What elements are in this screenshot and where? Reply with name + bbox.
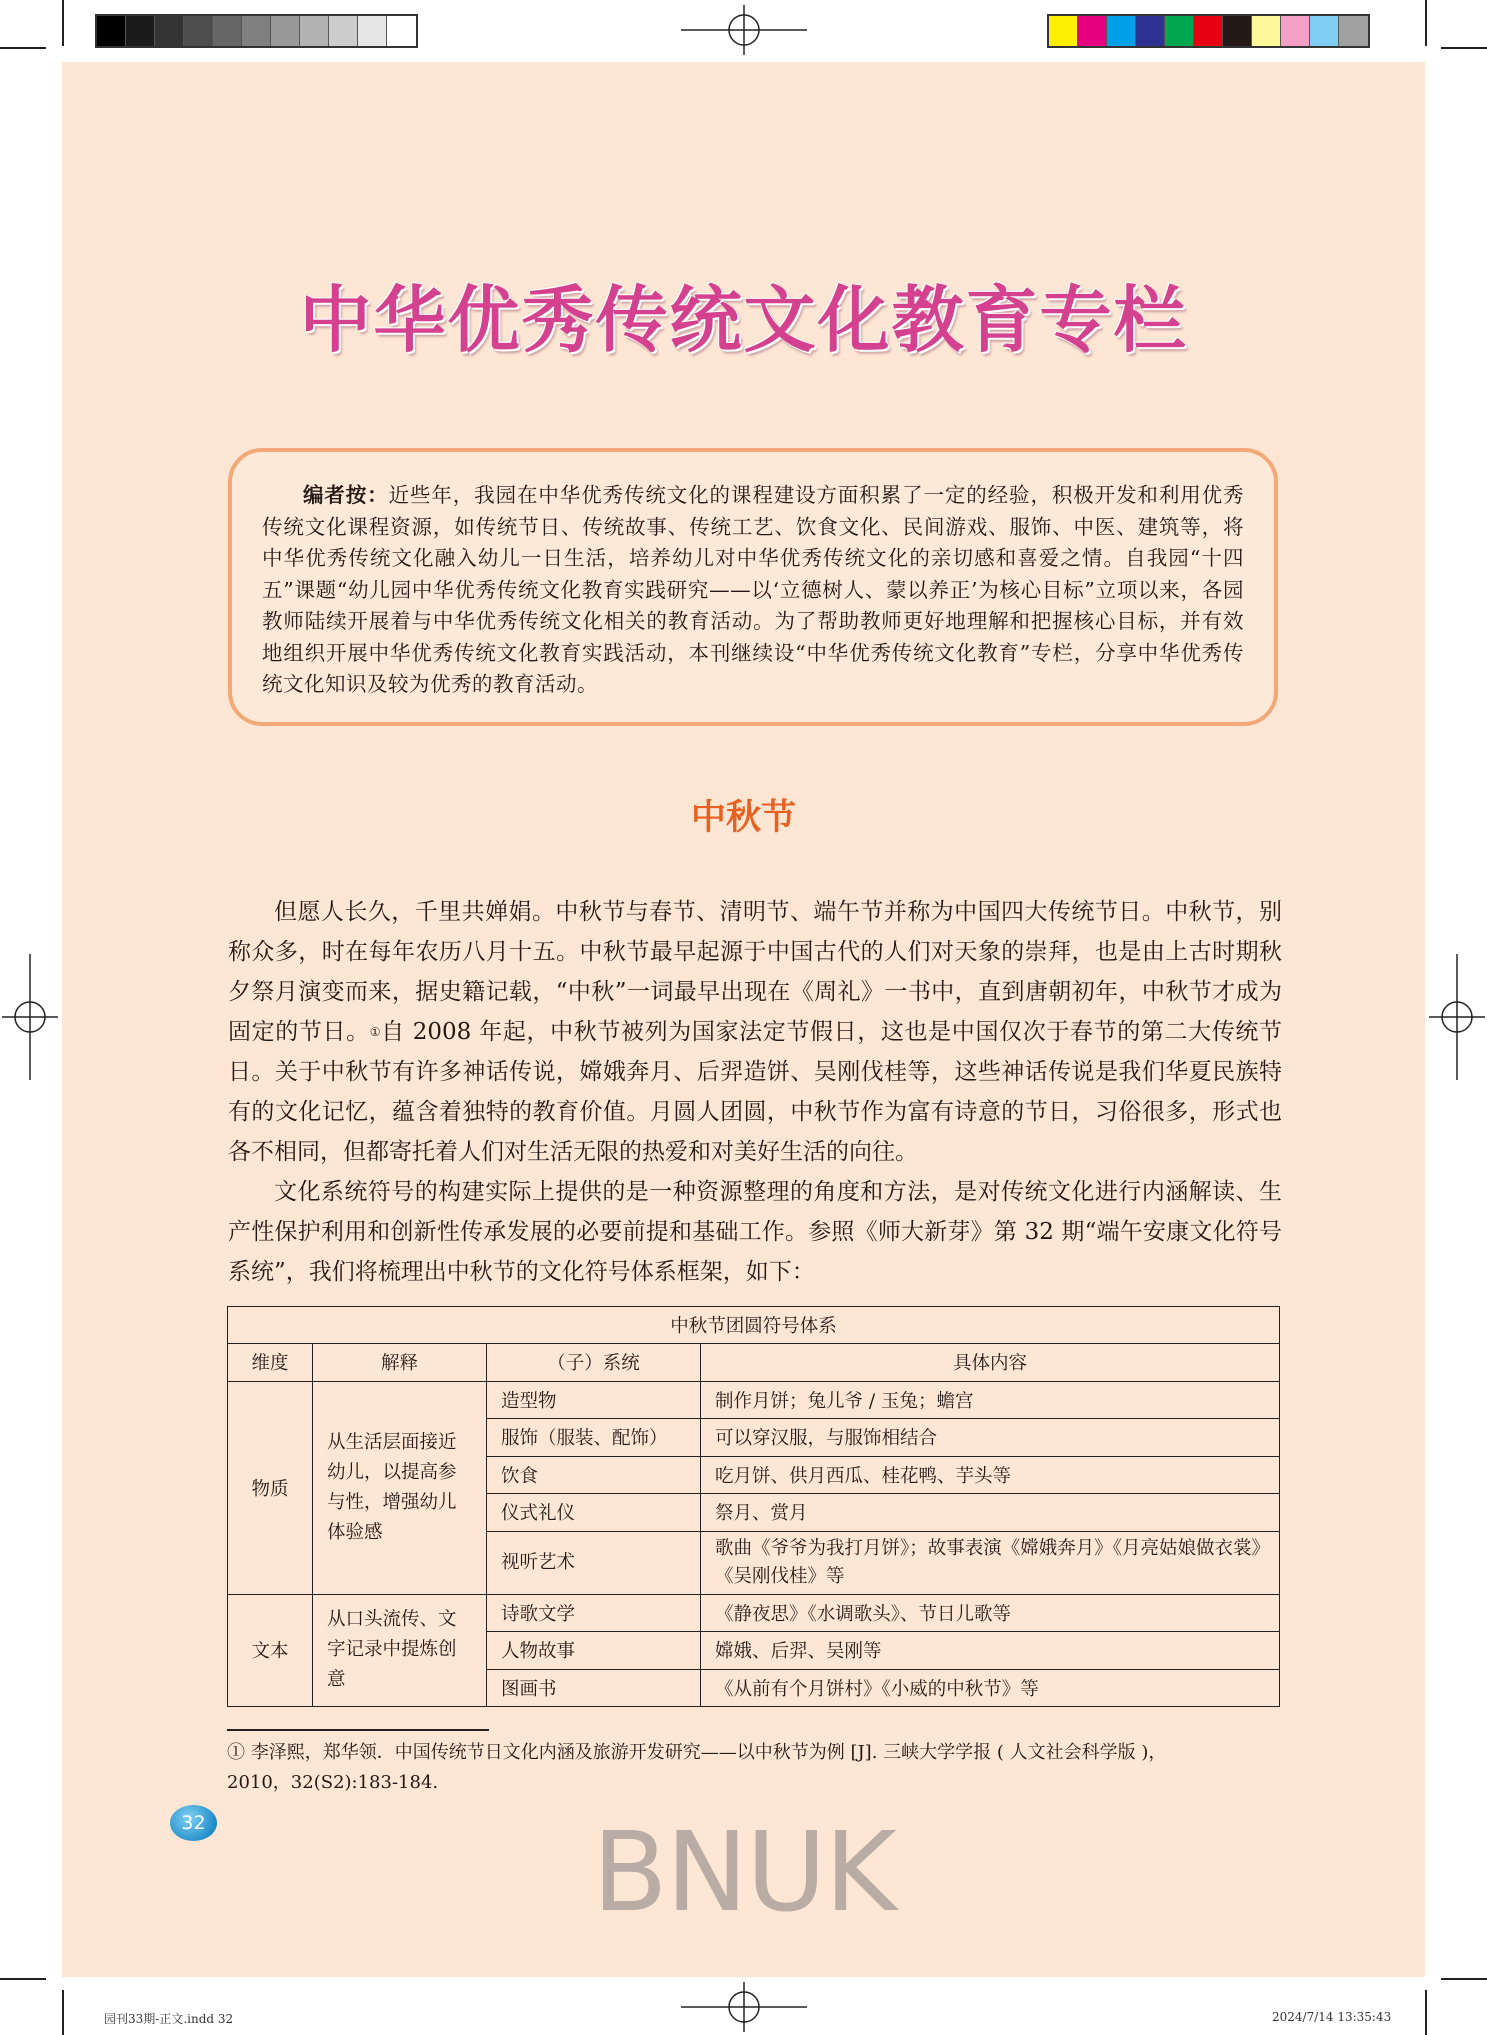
- grayscale-color-bar: [95, 14, 418, 48]
- crop-mark: [62, 0, 64, 46]
- editor-note: [262, 480, 1244, 701]
- editor-note-lead: 编者按：: [303, 483, 389, 507]
- content-cell: 《从前有个月饼村》《小威的中秋节》等: [701, 1669, 1280, 1707]
- color-swatch: [387, 16, 416, 46]
- content-cell: 吃月饼、供月西瓜、桂花鸭、芋头等: [701, 1456, 1280, 1494]
- crop-mark: [0, 47, 46, 49]
- column-header: （子）系统: [487, 1344, 701, 1382]
- footnote-line-2: 2010，32(S2):183-184.: [227, 1772, 439, 1793]
- column-header: 维度: [228, 1344, 313, 1382]
- crop-mark: [1425, 1990, 1427, 2035]
- color-swatch: [1107, 16, 1136, 46]
- system-cell: 图画书: [487, 1669, 701, 1707]
- table-caption: 中秋节团圆符号体系: [228, 1307, 1280, 1344]
- crop-mark: [62, 1990, 64, 2035]
- footnote-divider: [227, 1729, 489, 1731]
- color-swatch: [1165, 16, 1194, 46]
- color-swatch: [97, 16, 126, 46]
- color-swatch: [242, 16, 271, 46]
- page-number-badge: 32: [170, 1805, 217, 1841]
- process-color-bar: [1047, 14, 1370, 48]
- color-swatch: [184, 16, 213, 46]
- section-title: 中秋节: [690, 798, 796, 838]
- color-swatch: [1281, 16, 1310, 46]
- content-cell: 《静夜思》《水调歌头》、节日儿歌等: [701, 1594, 1280, 1632]
- color-swatch: [1078, 16, 1107, 46]
- column-title: 中华优秀传统文化教育专栏: [299, 278, 1188, 362]
- dimension-cell: 物质: [228, 1381, 313, 1594]
- content-cell: 可以穿汉服，与服饰相结合: [701, 1419, 1280, 1457]
- color-swatch: [358, 16, 387, 46]
- paragraph-1: [228, 892, 1282, 1172]
- color-swatch: [155, 16, 184, 46]
- registration-mark-bottom: [681, 1982, 807, 2032]
- content-cell: 制作月饼；兔儿爷 / 玉兔；蟾宫: [701, 1381, 1280, 1419]
- system-cell: 饮食: [487, 1456, 701, 1494]
- color-swatch: [1194, 16, 1223, 46]
- footnote: [227, 1738, 1281, 1798]
- system-cell: 造型物: [487, 1381, 701, 1419]
- footnote-marker: ①: [369, 1025, 382, 1039]
- color-swatch: [1223, 16, 1252, 46]
- color-swatch: [300, 16, 329, 46]
- content-cell: 祭月、赏月: [701, 1494, 1280, 1532]
- crop-mark: [1441, 1978, 1487, 1980]
- footnote-line-1: ① 李泽熙，郑华领．中国传统节日文化内涵及旅游开发研究——以中秋节为例 [J]. 三峡大学学报 ( 人文社会科学版 )，: [227, 1742, 1167, 1763]
- registration-mark-right: [1429, 954, 1485, 1080]
- system-cell: 仪式礼仪: [487, 1494, 701, 1532]
- table-header-row: [228, 1344, 1280, 1382]
- slug-timestamp: 2024/7/14 13:35:43: [1272, 2010, 1392, 2024]
- paragraph-1-part-b: 自 2008 年起，中秋节被列为国家法定节假日，这也是中国仅次于春节的第二大传统节日。关于中秋节有许多神话传说，嫦娥奔月、后羿造饼、吴刚伐桂等，这些神话传说是我们华夏民族特有的文化记忆，蕴含着独特的教育价值。月圆人团圆，中秋节作为富有诗意的节日，习俗很多，形式也各不相同，但都寄托着人们对生活无限的热爱和对美好生活的向往。: [228, 1019, 1282, 1165]
- watermark: BNUK: [592, 1808, 895, 1936]
- color-swatch: [1310, 16, 1339, 46]
- system-cell: 视听艺术: [487, 1531, 701, 1594]
- color-swatch: [126, 16, 155, 46]
- color-swatch: [1339, 16, 1368, 46]
- table-row: [228, 1594, 1280, 1632]
- crop-mark: [1441, 47, 1487, 49]
- article-body: [228, 892, 1282, 1292]
- column-header: 解释: [313, 1344, 487, 1382]
- slug-filename: 园刊33期-正文.indd 32: [104, 2012, 234, 2026]
- editor-note-text: 近些年，我园在中华优秀传统文化的课程建设方面积累了一定的经验，积极开发和利用优秀传统文化课程资源，如传统节日、传统故事、传统工艺、饮食文化、民间游戏、服饰、中医、建筑等，将中华优秀传统文化融入幼儿一日生活，培养幼儿对中华优秀传统文化的亲切感和喜爱之情。自我园“十四五”课题“幼儿园中华优秀传统文化教育实践研究——以‘立德树人、蒙以养正’为核心目标”立项以来，各园教师陆续开展着与中华优秀传统文化相关的教育活动。为了帮助教师更好地理解和把握核心目标，并有效地组织开展中华优秀传统文化教育实践活动，本刊继续设“中华优秀传统文化教育”专栏，分享中华优秀传统文化知识及较为优秀的教育活动。: [262, 483, 1245, 696]
- registration-mark-left: [2, 954, 58, 1080]
- content-cell: 嫦娥、后羿、吴刚等: [701, 1632, 1280, 1670]
- system-cell: 服饰（服装、配饰）: [487, 1419, 701, 1457]
- symbol-system-table: [227, 1306, 1280, 1707]
- editor-note-box: [228, 448, 1278, 726]
- explanation-cell: 从口头流传、文字记录中提炼创意: [313, 1594, 487, 1707]
- table-row: [228, 1381, 1280, 1419]
- system-cell: 诗歌文学: [487, 1594, 701, 1632]
- crop-mark: [0, 1978, 46, 1980]
- system-cell: 人物故事: [487, 1632, 701, 1670]
- dimension-cell: 文本: [228, 1594, 313, 1707]
- paragraph-1-part-a: 但愿人长久，千里共婵娟。中秋节与春节、清明节、端午节并称为中国四大传统节日。中秋节，别称众多，时在每年农历八月十五。中秋节最早起源于中国古代的人们对天象的崇拜，也是由上古时期秋夕祭月演变而来，据史籍记载，“中秋”一词最早出现在《周礼》一书中，直到唐朝初年，中秋节才成为固定的节日。: [228, 899, 1282, 1045]
- crop-mark: [1425, 0, 1427, 46]
- color-swatch: [1049, 16, 1078, 46]
- explanation-cell: 从生活层面接近幼儿，以提高参与性，增强幼儿体验感: [313, 1381, 487, 1594]
- color-swatch: [329, 16, 358, 46]
- paragraph-2: 文化系统符号的构建实际上提供的是一种资源整理的角度和方法，是对传统文化进行内涵解读、生产性保护利用和创新性传承发展的必要前提和基础工作。参照《师大新芽》第 32 期“端午安康文化符号系统”，我们将梳理出中秋节的文化符号体系框架，如下：: [228, 1179, 1282, 1285]
- column-header: 具体内容: [701, 1344, 1280, 1382]
- color-swatch: [1252, 16, 1281, 46]
- registration-mark-top: [681, 5, 807, 55]
- color-swatch: [213, 16, 242, 46]
- content-cell: 歌曲《爷爷为我打月饼》；故事表演《嫦娥奔月》《月亮姑娘做衣裳》《吴刚伐桂》等: [701, 1531, 1280, 1594]
- color-swatch: [271, 16, 300, 46]
- color-swatch: [1136, 16, 1165, 46]
